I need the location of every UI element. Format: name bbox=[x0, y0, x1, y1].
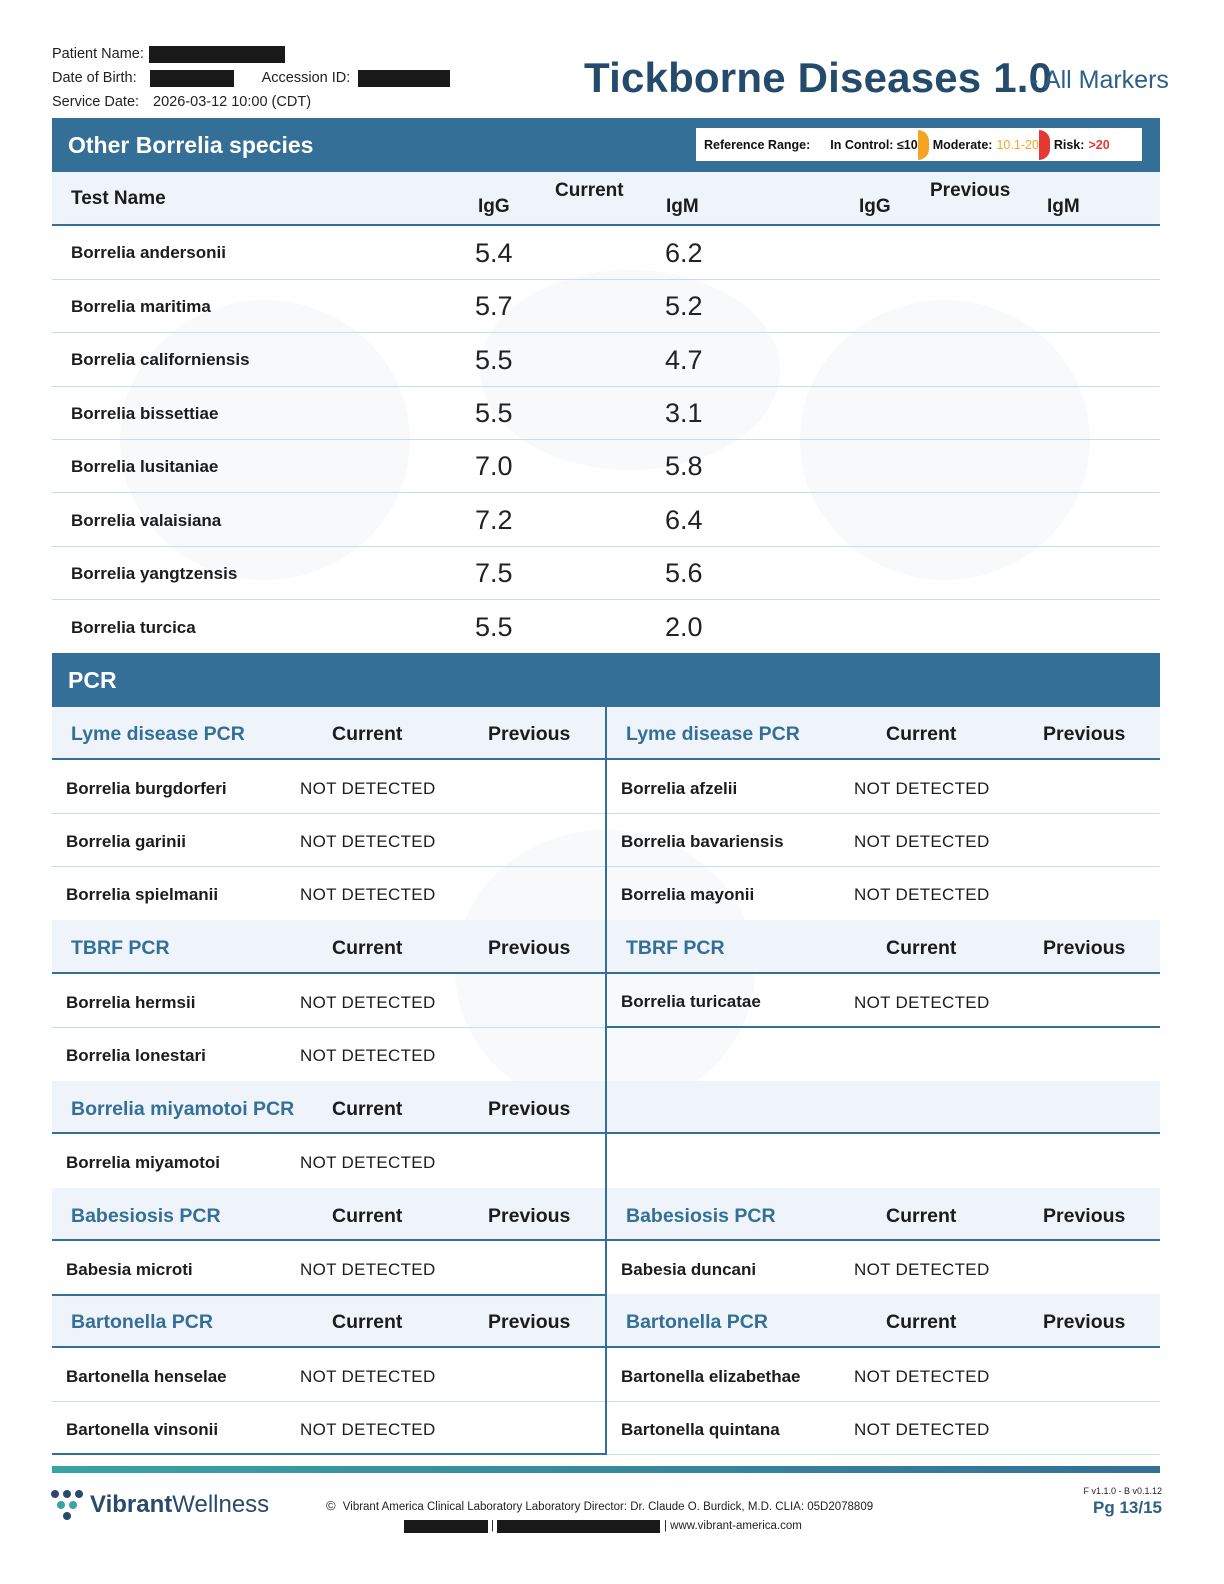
igg-value: 5.5 bbox=[475, 612, 513, 642]
test-name: Borrelia burgdorferi bbox=[66, 779, 227, 798]
igm-value: 4.7 bbox=[665, 345, 703, 375]
test-name: Borrelia afzelii bbox=[621, 779, 738, 798]
babesiosis-pcr-title: Babesiosis PCR bbox=[71, 1205, 221, 1227]
previous-igm-header: IgM bbox=[1047, 196, 1080, 217]
row-divider bbox=[52, 279, 1160, 280]
result-value: NOT DETECTED bbox=[854, 885, 990, 904]
test-name: Babesia microti bbox=[66, 1260, 193, 1279]
vibrant-wellness-logo bbox=[50, 1489, 269, 1521]
risk-label: Risk: bbox=[1053, 137, 1085, 152]
test-name: Borrelia mayonii bbox=[621, 885, 755, 904]
test-name: Borrelia californiensis bbox=[71, 350, 250, 369]
test-name: Borrelia spielmanii bbox=[66, 885, 219, 904]
row-divider bbox=[52, 1453, 605, 1455]
miyamotoi-pcr-header-left bbox=[52, 1081, 605, 1134]
background-watermark bbox=[480, 270, 780, 470]
pcr-section-header bbox=[52, 653, 1160, 707]
current-header: Current bbox=[555, 180, 624, 201]
redacted-footer-1 bbox=[404, 1520, 488, 1533]
row-divider bbox=[607, 1401, 1160, 1402]
result-value: NOT DETECTED bbox=[300, 832, 436, 851]
logo-text-bold: Vibrant bbox=[90, 1491, 173, 1518]
result-value: NOT DETECTED bbox=[300, 1367, 436, 1386]
igg-value: 7.2 bbox=[475, 505, 513, 535]
result-value: NOT DETECTED bbox=[300, 885, 436, 904]
tbrf-pcr-title: TBRF PCR bbox=[626, 937, 725, 959]
bartonella-pcr-title: Bartonella PCR bbox=[626, 1311, 768, 1333]
result-value: NOT DETECTED bbox=[854, 1260, 990, 1279]
previous-header: Previous bbox=[488, 1098, 571, 1120]
previous-header: Previous bbox=[1043, 1311, 1126, 1333]
current-header: Current bbox=[332, 1098, 403, 1120]
patient-info bbox=[52, 42, 450, 114]
igm-value: 5.8 bbox=[665, 451, 703, 481]
igm-value: 6.2 bbox=[665, 238, 703, 268]
footer-rule bbox=[52, 1466, 1160, 1473]
row-divider bbox=[607, 1454, 1160, 1455]
row-divider bbox=[52, 1027, 605, 1028]
in-control-label: In Control: ≤10 bbox=[830, 137, 918, 152]
lab-line: Vibrant America Clinical Laboratory Laboratory Director: Dr. Claude O. Burdick, M.D. CLIA: 05D2078809 bbox=[342, 1501, 874, 1513]
bartonella-pcr-header-right bbox=[607, 1294, 1160, 1348]
reference-range-legend bbox=[696, 128, 1142, 161]
igm-value: 5.2 bbox=[665, 291, 703, 321]
patient-name-label: Patient Name: bbox=[52, 46, 144, 62]
result-value: NOT DETECTED bbox=[300, 1153, 436, 1172]
result-value: NOT DETECTED bbox=[854, 993, 990, 1012]
row-divider bbox=[52, 546, 1160, 547]
current-header: Current bbox=[886, 1311, 957, 1333]
previous-igg-header: IgG bbox=[859, 196, 891, 217]
empty-header-right bbox=[607, 1081, 1160, 1134]
test-name: Borrelia maritima bbox=[71, 297, 211, 316]
igm-value: 2.0 bbox=[665, 612, 703, 642]
dob-label: Date of Birth: bbox=[52, 70, 137, 86]
previous-header: Previous bbox=[1043, 1205, 1126, 1227]
tbrf-pcr-title: TBRF PCR bbox=[71, 937, 170, 959]
result-value: NOT DETECTED bbox=[854, 779, 990, 798]
current-header: Current bbox=[332, 1205, 403, 1227]
current-header: Current bbox=[886, 723, 957, 745]
footer-lab-info bbox=[326, 1496, 926, 1536]
moderate-value: 10.1-20 bbox=[996, 137, 1039, 152]
bartonella-pcr-title: Bartonella PCR bbox=[71, 1311, 213, 1333]
result-value: NOT DETECTED bbox=[854, 1420, 990, 1439]
redacted-patient-name bbox=[149, 46, 285, 63]
previous-header: Previous bbox=[488, 1205, 571, 1227]
borrelia-table-header bbox=[52, 172, 1160, 226]
igm-value: 5.6 bbox=[665, 558, 703, 588]
footer-page-info bbox=[1083, 1486, 1162, 1518]
website: | www.vibrant-america.com bbox=[664, 1520, 802, 1532]
test-name: Bartonella henselae bbox=[66, 1367, 227, 1386]
test-name: Borrelia yangtzensis bbox=[71, 564, 238, 583]
test-name-header: Test Name bbox=[71, 188, 166, 209]
row-divider bbox=[52, 813, 605, 814]
current-igg-header: IgG bbox=[478, 196, 510, 217]
result-value: NOT DETECTED bbox=[300, 993, 436, 1012]
babesiosis-pcr-title: Babesiosis PCR bbox=[626, 1205, 776, 1227]
igg-value: 5.4 bbox=[475, 238, 513, 268]
service-date-value: 2026-03-12 10:00 (CDT) bbox=[153, 94, 312, 110]
lyme-pcr-title: Lyme disease PCR bbox=[71, 723, 245, 745]
current-header: Current bbox=[332, 723, 403, 745]
background-watermark bbox=[800, 300, 1090, 580]
accession-label: Accession ID: bbox=[261, 70, 351, 86]
row-divider bbox=[607, 813, 1160, 814]
current-header: Current bbox=[332, 1311, 403, 1333]
igg-value: 7.0 bbox=[475, 451, 513, 481]
current-igm-header: IgM bbox=[666, 196, 699, 217]
igg-value: 5.5 bbox=[475, 345, 513, 375]
borrelia-section-title: Other Borrelia species bbox=[68, 131, 314, 158]
test-name: Babesia duncani bbox=[621, 1260, 757, 1279]
previous-header: Previous bbox=[1043, 937, 1126, 959]
previous-header: Previous bbox=[488, 937, 571, 959]
previous-header: Previous bbox=[930, 180, 1011, 201]
borrelia-section-header bbox=[52, 118, 1160, 172]
row-divider bbox=[52, 439, 1160, 440]
previous-header: Previous bbox=[1043, 723, 1126, 745]
service-date-label: Service Date: bbox=[52, 94, 140, 110]
risk-indicator-icon bbox=[1039, 130, 1050, 160]
test-name: Borrelia andersonii bbox=[71, 243, 226, 262]
bartonella-pcr-header-left bbox=[52, 1294, 605, 1348]
previous-header: Previous bbox=[488, 1311, 571, 1333]
separator: | bbox=[491, 1520, 494, 1532]
test-name: Borrelia lusitaniae bbox=[71, 457, 219, 476]
reference-range-label: Reference Range: bbox=[704, 137, 811, 152]
igm-value: 3.1 bbox=[665, 398, 703, 428]
redacted-dob bbox=[150, 70, 234, 87]
result-value: NOT DETECTED bbox=[300, 1260, 436, 1279]
page-number: Pg 13/15 bbox=[1093, 1498, 1162, 1517]
moderate-label: Moderate: bbox=[932, 137, 993, 152]
previous-header: Previous bbox=[488, 723, 571, 745]
lyme-pcr-header-left bbox=[52, 707, 605, 760]
test-name: Borrelia bavariensis bbox=[621, 832, 784, 851]
igg-value: 5.5 bbox=[475, 398, 513, 428]
copyright-icon: © bbox=[326, 1498, 336, 1513]
background-watermark bbox=[120, 300, 410, 580]
igg-value: 5.7 bbox=[475, 291, 513, 321]
miyamotoi-pcr-title: Borrelia miyamotoi PCR bbox=[71, 1098, 295, 1120]
igg-value: 7.5 bbox=[475, 558, 513, 588]
test-name: Borrelia turicatae bbox=[621, 992, 761, 1011]
tbrf-pcr-header-right bbox=[607, 920, 1160, 974]
redacted-accession bbox=[358, 70, 450, 87]
result-value: NOT DETECTED bbox=[300, 1046, 436, 1065]
lyme-pcr-title: Lyme disease PCR bbox=[626, 723, 800, 745]
row-divider bbox=[52, 866, 605, 867]
babesiosis-pcr-header-right bbox=[607, 1188, 1160, 1241]
logo-text-light: Wellness bbox=[172, 1491, 270, 1518]
report-title: Tickborne Diseases 1.0 bbox=[584, 54, 1053, 101]
result-value: NOT DETECTED bbox=[300, 1420, 436, 1439]
row-divider bbox=[52, 332, 1160, 333]
row-divider bbox=[607, 866, 1160, 867]
igm-value: 6.4 bbox=[665, 505, 703, 535]
test-name: Borrelia miyamotoi bbox=[66, 1153, 220, 1172]
lyme-pcr-header-right bbox=[607, 707, 1160, 760]
moderate-indicator-icon bbox=[918, 130, 929, 160]
current-header: Current bbox=[886, 1205, 957, 1227]
vibrant-logo-icon bbox=[50, 1489, 84, 1521]
test-name: Bartonella quintana bbox=[621, 1420, 780, 1439]
result-value: NOT DETECTED bbox=[300, 779, 436, 798]
version-text: F v1.1.0 - B v0.1.12 bbox=[1083, 1486, 1162, 1496]
report-subtitle: - All Markers bbox=[1030, 66, 1169, 94]
current-header: Current bbox=[332, 937, 403, 959]
row-divider bbox=[52, 492, 1160, 493]
row-divider bbox=[52, 599, 1160, 600]
current-header: Current bbox=[886, 937, 957, 959]
test-name: Borrelia valaisiana bbox=[71, 511, 222, 530]
row-divider bbox=[607, 1026, 1160, 1028]
test-name: Borrelia turcica bbox=[71, 618, 196, 637]
tbrf-pcr-header-left bbox=[52, 920, 605, 974]
row-divider bbox=[52, 1401, 605, 1402]
test-name: Borrelia hermsii bbox=[66, 993, 196, 1012]
logo-text bbox=[90, 1491, 269, 1519]
result-value: NOT DETECTED bbox=[854, 832, 990, 851]
test-name: Borrelia garinii bbox=[66, 832, 186, 851]
test-name: Bartonella elizabethae bbox=[621, 1367, 801, 1386]
pcr-section-title: PCR bbox=[68, 666, 117, 693]
redacted-footer-2 bbox=[497, 1520, 660, 1533]
result-value: NOT DETECTED bbox=[854, 1367, 990, 1386]
test-name: Borrelia bissettiae bbox=[71, 404, 219, 423]
row-divider bbox=[52, 386, 1160, 387]
test-name: Borrelia lonestari bbox=[66, 1046, 206, 1065]
risk-value: >20 bbox=[1088, 137, 1110, 152]
babesiosis-pcr-header-left bbox=[52, 1188, 605, 1241]
test-name: Bartonella vinsonii bbox=[66, 1420, 219, 1439]
